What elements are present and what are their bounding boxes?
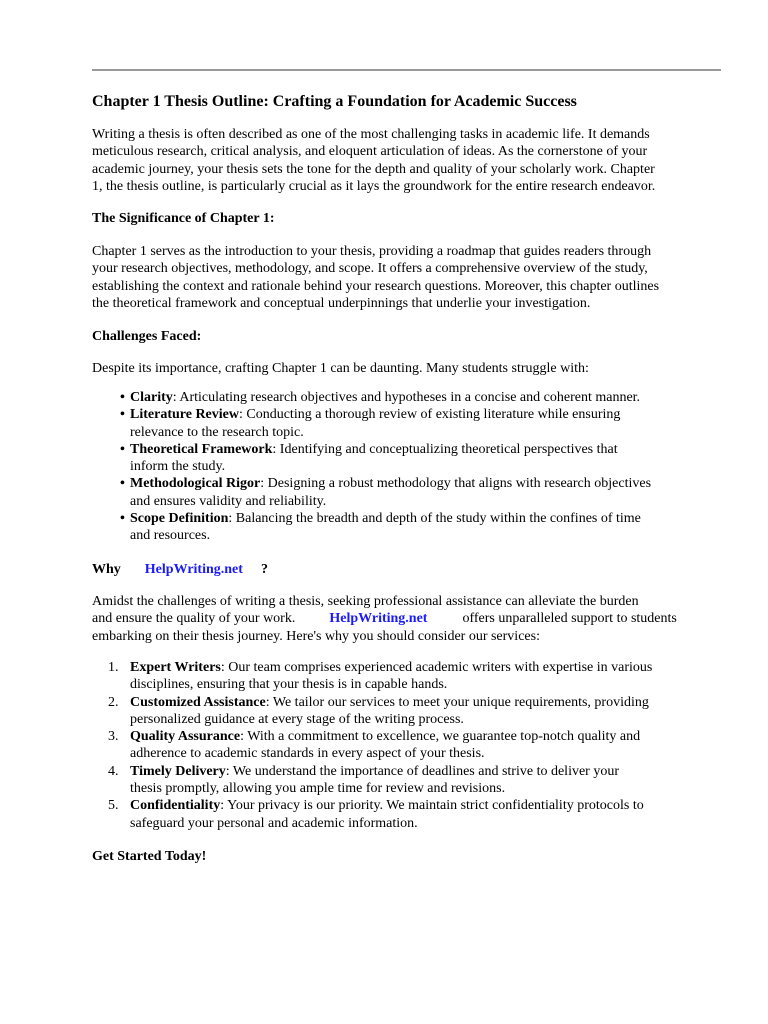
helpwriting-link[interactable]: HelpWriting.net (144, 562, 243, 577)
item-term: Expert Writers (130, 660, 221, 675)
item-term: Clarity (130, 390, 173, 405)
item-text-continued: adherence to academic standards in every aspect of your thesis. (130, 746, 485, 762)
why-heading (92, 561, 268, 578)
significance-heading: The Significance of Chapter 1: (92, 211, 275, 226)
item-text: : Your privacy is our priority. We maintain strict confidentiality protocols to (220, 798, 644, 814)
item-term: Methodological Rigor (130, 476, 261, 492)
item-text: : Our team comprises experienced academic writers with expertise in various (220, 660, 653, 675)
significance-paragraph (92, 243, 722, 312)
challenges-heading: Challenges Faced: (92, 329, 202, 344)
bullet-icon: • (120, 390, 125, 405)
item-term: Theoretical Framework (130, 441, 273, 457)
item-term: Scope Definition (130, 511, 229, 527)
cta-heading: Get Started Today! (92, 849, 207, 864)
bullet-icon: • (120, 407, 125, 423)
significance-line: establishing the context and rationale behind your research questions. Moreover, this chapter outlines (92, 278, 660, 294)
helpwriting-inline-link[interactable]: HelpWriting.net (329, 611, 428, 627)
assist-text: and ensure the quality of your work. (92, 611, 296, 627)
intro-line: academic journey, your thesis sets the tone for the depth and quality of your scholarly work. Chapter (92, 161, 655, 177)
list-item (120, 441, 722, 476)
item-text: : With a commitment to excellence, we guarantee top-notch quality and (240, 729, 641, 745)
top-divider (92, 69, 721, 71)
item-text-continued: and resources. (130, 528, 211, 544)
challenges-lead: Despite its importance, crafting Chapter 1 can be daunting. Many students struggle with: (92, 361, 589, 376)
list-item (108, 659, 722, 694)
item-term: Literature Review (130, 407, 239, 423)
bullet-icon: • (120, 511, 125, 527)
list-item (120, 406, 722, 441)
item-text: : We tailor our services to meet your unique requirements, providing (265, 694, 649, 710)
list-item (120, 389, 722, 406)
item-text: : Designing a robust methodology that aligns with research objectives (260, 476, 652, 492)
item-term: Quality Assurance (130, 729, 241, 745)
list-item (108, 763, 722, 798)
why-prefix: Why (92, 562, 121, 577)
item-number: 1. (108, 660, 119, 675)
list-item (108, 728, 722, 763)
list-item (108, 694, 722, 729)
assist-line (92, 610, 722, 627)
item-number: 2. (108, 694, 119, 710)
intro-line: 1, the thesis outline, is particularly crucial as it lays the groundwork for the entire research endeavor. (92, 178, 656, 194)
intro-line: meticulous research, critical analysis, and eloquent articulation of ideas. As the cornerstone of your (92, 144, 648, 160)
significance-line: your research objectives, methodology, and scope. It offers a comprehensive overview of the study, (92, 261, 648, 277)
bullet-icon: • (120, 476, 125, 492)
challenges-list (120, 389, 722, 545)
item-text: : Balancing the breadth and depth of the study within the confines of time (228, 511, 641, 527)
item-text: : Conducting a thorough review of existing literature while ensuring (238, 407, 621, 423)
why-suffix: ? (260, 562, 268, 577)
item-text-continued: thesis promptly, allowing you ample time for review and revisions. (130, 781, 506, 797)
page-title: Chapter 1 Thesis Outline: Crafting a Foundation for Academic Success (92, 93, 577, 110)
bullet-icon: • (120, 441, 125, 457)
list-item (108, 797, 722, 832)
item-text: : Identifying and conceptualizing theoretical perspectives that (272, 441, 618, 457)
item-text: : We understand the importance of deadlines and strive to deliver your (225, 763, 619, 779)
list-item (120, 475, 722, 510)
services-list (108, 659, 722, 832)
item-term: Timely Delivery (130, 763, 226, 779)
list-item (120, 510, 722, 545)
item-text-continued: disciplines, ensuring that your thesis is in capable hands. (130, 677, 448, 693)
intro-paragraph (92, 126, 722, 195)
item-term: Confidentiality (130, 798, 221, 814)
item-text-continued: relevance to the research topic. (130, 424, 304, 440)
assist-line: Amidst the challenges of writing a thesis, seeking professional assistance can alleviate the burden (92, 594, 639, 609)
significance-line: the theoretical framework and conceptual underpinnings that underlie your investigation. (92, 295, 591, 311)
significance-line: Chapter 1 serves as the introduction to your thesis, providing a roadmap that guides readers through (92, 244, 652, 259)
intro-line: Writing a thesis is often described as one of the most challenging tasks in academic life. It demands (92, 127, 650, 142)
item-number: 4. (108, 763, 119, 779)
item-text-continued: inform the study. (130, 459, 226, 475)
item-term: Customized Assistance (130, 694, 266, 710)
item-text-continued: and ensures validity and reliability. (130, 493, 327, 509)
assist-line: embarking on their thesis journey. Here's why you should consider our services: (92, 628, 540, 644)
assist-paragraph (92, 593, 722, 645)
item-text-continued: safeguard your personal and academic information. (130, 815, 418, 831)
item-number: 5. (108, 798, 119, 814)
assist-text: offers unparalleled support to students (462, 611, 677, 627)
item-text-continued: personalized guidance at every stage of the writing process. (130, 711, 464, 727)
item-text: : Articulating research objectives and hypotheses in a concise and coherent manner. (172, 390, 641, 405)
item-number: 3. (108, 729, 119, 745)
